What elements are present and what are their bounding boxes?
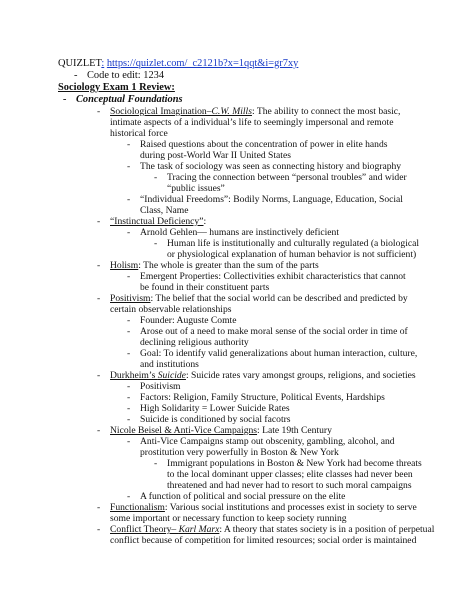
term-definition: : Suicide rates vary amongst groups, religions, and societies: [185, 370, 416, 381]
term-positivism: - Positivism: The belief that the social world can be described and predicted by: [97, 293, 408, 304]
text-line: to the local dominant upper classes; elite classes had never been: [167, 469, 413, 480]
text-line: and institutions: [140, 359, 199, 370]
bullet-text: Immigrant populations in Boston & New York had become threats: [167, 458, 422, 469]
quizlet-line: [58, 58, 298, 69]
section-heading-text: Conceptual Foundations: [76, 94, 183, 105]
bullet-text: Raised questions about the concentration of power in elite hands: [140, 139, 388, 150]
bullet-text: Suicide is conditioned by social facotrs: [140, 414, 291, 425]
quizlet-colon: :: [101, 58, 105, 69]
term-name: Positivism: [110, 293, 151, 304]
text-line: prostitution very powerfully in Boston & New York: [140, 447, 339, 458]
text-line: or physiological explanation of human behavior is not sufficient): [167, 249, 417, 260]
term-definition: : The belief that the social world can be described and predicted by: [150, 293, 408, 304]
text-line: threatened and had never had to resort to such moral campaigns: [167, 480, 412, 491]
bullet-text: Founder: Auguste Comte: [140, 315, 237, 326]
bullet-item: - A function of political and social pressure on the elite: [127, 491, 346, 502]
text-line: “public issues”: [167, 183, 225, 194]
term-work: Suicide: [157, 370, 186, 381]
text-line: some important or necessary function to keep society running: [110, 513, 347, 524]
term-name: Nicole Beisel & Anti-Vice Campaigns: [110, 425, 258, 436]
section-heading: - Conceptual Foundations: [63, 94, 183, 105]
code-text: Code to edit: 1234: [87, 70, 165, 81]
text-line: during post-World War II United States: [140, 150, 291, 161]
term-definition: : Late 19th Century: [257, 425, 332, 436]
text-line: historical force: [110, 128, 168, 139]
bullet-text: Human life is institutionally and culturally regulated (a biological: [167, 238, 420, 249]
term-anti-vice-campaigns: - Nicole Beisel & Anti-Vice Campaigns: Late 19th Century: [97, 425, 332, 436]
bullet-text: A function of political and social pressure on the elite: [140, 491, 346, 502]
bullet-text: Factors: Religion, Family Structure, Political Events, Hardships: [140, 392, 385, 403]
bullet-item: - Tracing the connection between “personal troubles” and wider: [154, 172, 407, 183]
code-line: - Code to edit: 1234: [74, 70, 165, 81]
bullet-text: Tracing the connection between “personal troubles” and wider: [167, 172, 407, 183]
bullet-item: - Factors: Religion, Family Structure, Political Events, Hardships: [127, 392, 385, 403]
bullet-item: - Positivism: [127, 381, 181, 392]
bullet-text: High Solidarity = Lower Suicide Rates: [140, 403, 290, 414]
quizlet-label: QUIZLET: [58, 58, 102, 69]
term-definition: : The ability to connect the most basic,: [251, 106, 401, 117]
bullet-item: - Goal: To identify valid generalizations about human interaction, culture,: [127, 348, 418, 359]
bullet-text: Arose out of a need to make moral sense of the social order in time of: [140, 326, 408, 337]
bullet-item: - “Individual Freedoms”: Bodily Norms, Language, Education, Social: [127, 194, 403, 205]
bullet-text: The task of sociology was seen as connecting history and biography: [140, 161, 402, 172]
term-conflict-theory: - Conflict Theory– Karl Marx: A theory that states society is in a position of perpetual: [97, 524, 435, 535]
bullet-item: - Arose out of a need to make moral sense of the social order in time of: [127, 326, 408, 337]
term-functionalism: - Functionalism: Various social institutions and processes exist in society to serve: [97, 502, 417, 513]
term-name: Holism: [110, 260, 139, 271]
bullet-item: - High Solidarity = Lower Suicide Rates: [127, 403, 290, 414]
bullet-text: Anti-Vice Campaigns stamp out obscenity, gambling, alcohol, and: [140, 436, 395, 447]
term-holism: - Holism: The whole is greater than the sum of the parts: [97, 260, 319, 271]
term-author: Karl Marx: [178, 524, 220, 535]
term-name: Functionalism: [110, 502, 165, 513]
term-definition: : Various social institutions and processes exist in society to serve: [164, 502, 417, 513]
term-name: Durkheim’s: [110, 370, 158, 381]
bullet-text: “Individual Freedoms”: Bodily Norms, Language, Education, Social: [140, 194, 403, 205]
bullet-item: - Human life is institutionally and culturally regulated (a biological: [154, 238, 420, 249]
bullet-item: - The task of sociology was seen as connecting history and biography: [127, 161, 402, 172]
term-name: Sociological Imagination–: [110, 106, 212, 117]
term-sociological-imagination: - Sociological Imagination–C.W. Mills: The ability to connect the most basic,: [97, 106, 401, 117]
bullet-item: - Raised questions about the concentration of power in elite hands: [127, 139, 388, 150]
bullet-item: - Immigrant populations in Boston & New York had become threats: [154, 458, 422, 469]
bullet-item: - Emergent Properties: Collectivities exhibit characteristics that cannot: [127, 271, 406, 282]
text-line: intimate aspects of a individual’s life to seemingly impersonal and remote: [110, 117, 394, 128]
term-definition: : A theory that states society is in a position of perpetual: [219, 524, 435, 535]
text-line: conflict because of competition for limited resources; social order is maintained: [110, 535, 417, 546]
bullet-item: - Suicide is conditioned by social facotrs: [127, 414, 291, 425]
bullet-text: Arnold Gehlen— humans are instinctively deficient: [140, 227, 340, 238]
text-line: Class, Name: [140, 205, 189, 216]
quizlet-link[interactable]: https://quizlet.com/_c2121b?x=1qqt&i=gr7xy: [106, 58, 299, 69]
bullet-text: Emergent Properties: Collectivities exhibit characteristics that cannot: [140, 271, 406, 282]
term-author: C.W. Mills: [211, 106, 252, 117]
text-line: be found in their constituent parts: [140, 282, 270, 293]
term-definition: : The whole is greater than the sum of the parts: [138, 260, 319, 271]
term-name: Conflict Theory–: [110, 524, 179, 535]
term-definition: :: [203, 216, 207, 227]
bullet-item: - Anti-Vice Campaigns stamp out obscenity, gambling, alcohol, and: [127, 436, 395, 447]
bullet-item: - Founder: Auguste Comte: [127, 315, 237, 326]
bullet-text: Goal: To identify valid generalizations about human interaction, culture,: [140, 348, 418, 359]
document-title: Sociology Exam 1 Review:: [58, 82, 175, 93]
text-line: declining religious authority: [140, 337, 249, 348]
term-durkheim-suicide: - Durkheim’s Suicide: Suicide rates vary amongst groups, religions, and societies: [97, 370, 416, 381]
term-name: “Instinctual Deficiency”: [110, 216, 204, 227]
term-instinctual-deficiency: - “Instinctual Deficiency”:: [97, 216, 207, 227]
text-line: certain observable relationships: [110, 304, 232, 315]
bullet-text: Positivism: [140, 381, 181, 392]
bullet-item: - Arnold Gehlen— humans are instinctively deficient: [127, 227, 340, 238]
